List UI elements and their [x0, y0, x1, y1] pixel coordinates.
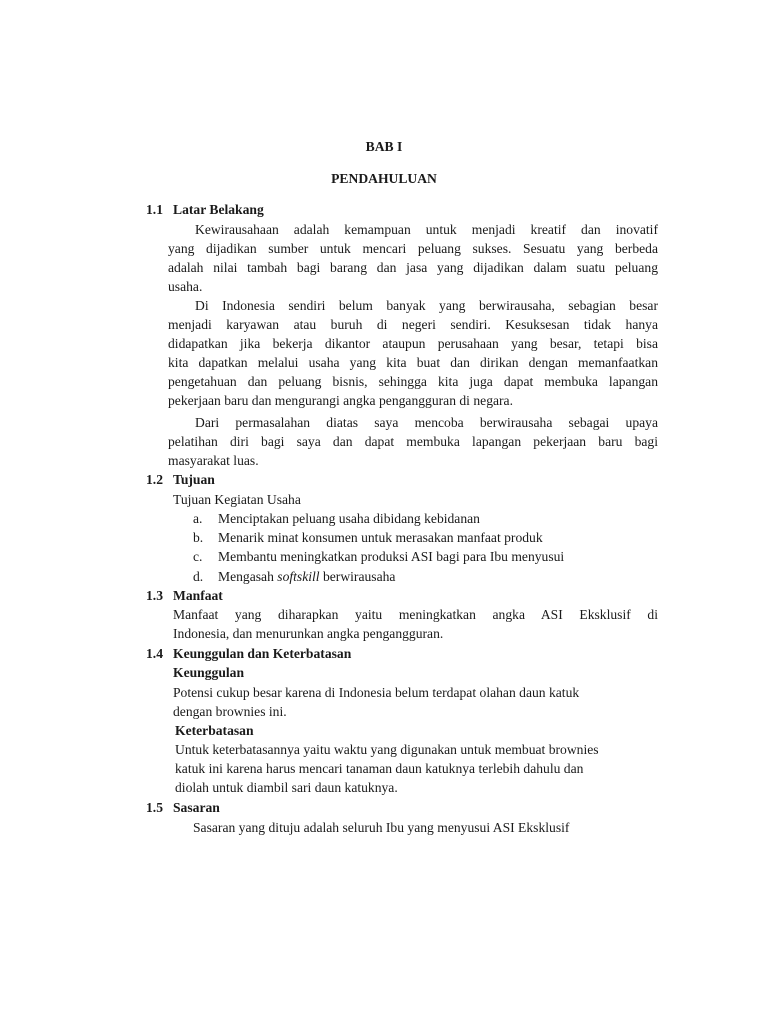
- list-item: [193, 528, 543, 547]
- paragraph-line: adalah nilai tambah bagi barang dan jasa yang dijadikan dalam suatu peluang: [168, 260, 658, 275]
- section-heading-1-3: [146, 586, 223, 605]
- section-number: 1.4: [146, 646, 163, 661]
- paragraph-line: Sasaran yang dituju adalah seluruh Ibu yang menyusui ASI Eksklusif: [193, 820, 570, 835]
- paragraph-line: Kewirausahaan adalah kemampuan untuk menjadi kreatif dan inovatif: [195, 222, 658, 237]
- list-item: [193, 567, 395, 586]
- italic-term: softskill: [277, 569, 320, 584]
- paragraph-line: Indonesia, dan menurunkan angka pengangguran.: [173, 626, 444, 641]
- section-heading-1-4: [146, 644, 351, 663]
- paragraph-line: Dari permasalahan diatas saya mencoba berwirausaha sebagai upaya: [195, 415, 658, 430]
- list-item-text: Menciptakan peluang usaha dibidang kebidanan: [218, 511, 480, 526]
- section-heading-1-5: [146, 798, 220, 817]
- paragraph-line: diolah untuk diambil sari daun katuknya.: [175, 780, 398, 795]
- paragraph-line: masyarakat luas.: [168, 453, 259, 468]
- list-item: [193, 547, 564, 566]
- chapter-number: BAB I: [365, 139, 403, 154]
- paragraph-line: Potensi cukup besar karena di Indonesia belum terdapat olahan daun katuk: [173, 685, 580, 700]
- paragraph-line: pelatihan diri bagi saya dan dapat membuka lapangan pekerjaan baru bagi: [168, 434, 658, 449]
- subheading-keterbatasan: Keterbatasan: [175, 723, 254, 738]
- chapter-title: PENDAHULUAN: [331, 171, 437, 186]
- section-heading-1-1: [146, 200, 264, 219]
- section-title: Tujuan: [173, 472, 215, 487]
- list-item: [193, 509, 480, 528]
- paragraph-line: Manfaat yang diharapkan yaitu meningkatkan angka ASI Eksklusif di: [173, 607, 658, 622]
- subheading-keunggulan: Keunggulan: [173, 665, 245, 680]
- list-marker: c.: [193, 549, 203, 564]
- paragraph-line: menjadi karyawan atau buruh di negeri sendiri. Kesuksesan tidak hanya: [168, 317, 658, 332]
- list-marker: d.: [193, 569, 204, 584]
- list-item-text: Membantu meningkatkan produksi ASI bagi para Ibu menyusui: [218, 549, 565, 564]
- list-item-text: Mengasah: [218, 569, 278, 584]
- paragraph-line: Di Indonesia sendiri belum banyak yang berwirausaha, sebagian besar: [195, 298, 658, 313]
- list-marker: b.: [193, 530, 204, 545]
- section-heading-1-2: [146, 470, 215, 489]
- list-item-text: berwirausaha: [319, 569, 396, 584]
- section-number: 1.1: [146, 202, 163, 217]
- paragraph-line: pengetahuan dan peluang bisnis, sehingga kita juga dapat membuka lapangan: [168, 374, 658, 389]
- section-number: 1.5: [146, 800, 163, 815]
- paragraph-line: dengan brownies ini.: [173, 704, 287, 719]
- list-marker: a.: [193, 511, 203, 526]
- paragraph-line: katuk ini karena harus mencari tanaman daun katuknya terlebih dahulu dan: [175, 761, 584, 776]
- section-number: 1.3: [146, 588, 163, 603]
- section-title: Sasaran: [173, 800, 220, 815]
- section-title: Latar Belakang: [173, 202, 264, 217]
- paragraph-line: kita dapatkan melalui usaha yang kita buat dan dirikan dengan memanfaatkan: [168, 355, 658, 370]
- section-number: 1.2: [146, 472, 163, 487]
- paragraph-line: Untuk keterbatasannya yaitu waktu yang digunakan untuk membuat brownies: [175, 742, 599, 757]
- list-item-text: Menarik minat konsumen untuk merasakan manfaat produk: [218, 530, 543, 545]
- section-title: Keunggulan dan Keterbatasan: [173, 646, 352, 661]
- paragraph-line: pekerjaan baru dan mengurangi angka pengangguran di negara.: [168, 393, 513, 408]
- section-title: Manfaat: [173, 588, 223, 603]
- list-intro: Tujuan Kegiatan Usaha: [173, 492, 301, 507]
- paragraph-line: yang dijadikan sumber untuk mencari peluang sukses. Sesuatu yang berbeda: [168, 241, 658, 256]
- paragraph-line: usaha.: [168, 279, 203, 294]
- paragraph-line: didapatkan jika bekerja dikantor ataupun perusahaan yang besar, tetapi bisa: [168, 336, 658, 351]
